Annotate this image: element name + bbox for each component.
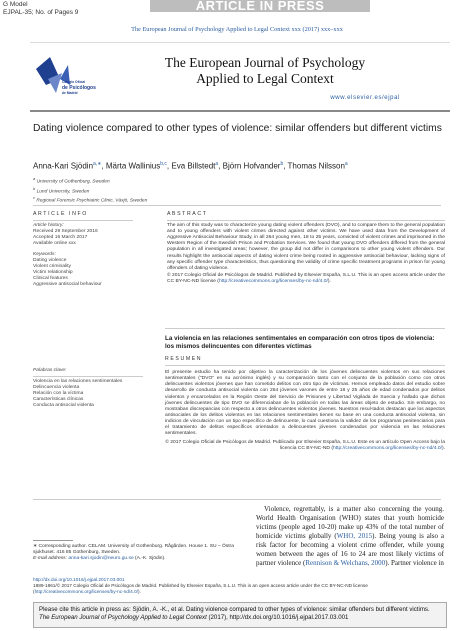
email-label: E-mail address: xyxy=(33,556,69,561)
corresponding-author-note: ∗ Corresponding author. CELAM. University of Gothenburg. Rågården. House 1. SU – Östra sjukhuset. 416 85 Gothenburg, Sweden. xyxy=(33,544,234,555)
gmodel-text: G Model xyxy=(3,1,28,8)
body-text: Violence, regrettably, is a matter also concerning the young. World Health Organisation (WHO) states that youth homicide victims (people aged 10-20) make up 43% of the total number of homicide victims globally ( xyxy=(256,505,444,540)
journal-title-line2: Applied to Legal Context xyxy=(196,71,334,86)
copyright-text: © 2017 Colegio Oficial de Psicólogos de Madrid. Publicado por Elsevier España, S.L.U. Este es un artículo Open Access bajo la licencia CC BY-NC-ND ( xyxy=(165,440,445,452)
license-link[interactable]: http://creativecommons.org/licenses/by-nc-nd/4.0/ xyxy=(218,278,328,284)
citation-suffix: (2017), xyxy=(206,614,230,621)
affiliation xyxy=(33,195,333,205)
received-date: Received 29 September 2016 xyxy=(33,229,98,234)
keywords xyxy=(33,252,133,288)
citation-box xyxy=(33,602,447,628)
journal-url-link[interactable]: www.elsevier.es/ejpal xyxy=(330,95,400,101)
keyword: Victim relationship xyxy=(33,270,73,275)
author-list: Anna-Kari Sjödin$^{a,∗}$, Märta Wallinius$^{b,c}$, Eva Billstedt$^a$, Björn Hofvander$^b$, Thomas Nilsson$^a$ xyxy=(33,161,348,171)
affiliation-sup: c xyxy=(33,195,35,201)
citation-journal: The European Journal of Psychology Applied to Legal Context xyxy=(39,614,207,621)
journal-header xyxy=(30,42,450,112)
citation-prefix: Please cite this article in press as: Sjödin, A. -K., et al. Dating violence compared to other types of violence: similar offenders but different victims. xyxy=(39,606,430,613)
affiliation-sup: a xyxy=(33,176,36,181)
keyword: Dating violence xyxy=(33,258,67,263)
abstract-heading: ABSTRACT xyxy=(167,211,445,221)
body-text: ). Being young is also a risk factor for becoming a violent crime offender, while young women between the ages of 16 to 24 are most likely victims of partner violence ( xyxy=(256,532,445,567)
keyword: Características clínicas xyxy=(33,397,84,402)
author-name: Eva Billstedt xyxy=(171,161,216,171)
keyword: Violencia en las relaciones sentimentales xyxy=(33,379,123,384)
author-name: Björn Hofvander xyxy=(222,161,281,171)
keyword: Clinical features xyxy=(33,276,68,281)
author-sup[interactable]: b xyxy=(280,161,284,167)
author-name: Thomas Nilsson xyxy=(287,161,345,171)
keyword: Delincuencia violenta xyxy=(33,385,80,390)
author-sup[interactable]: a xyxy=(344,161,348,167)
keyword: Relación con la víctima xyxy=(33,391,84,396)
issn-text: 1889-1861/© 2017 Colegio Oficial de Psicólogos de Madrid. Published by Elsevier España, S.L.U. This is an open access article under the CC BY-NC-ND license ( xyxy=(33,583,368,594)
affiliations xyxy=(33,176,333,205)
divider xyxy=(33,499,441,500)
keyword: Conducta antisocial violenta xyxy=(33,403,94,408)
citation-link[interactable]: Rennison & Welchans, 2000 xyxy=(305,559,386,567)
affiliation-sup: b xyxy=(33,185,36,191)
affiliation-text: Regional Forensic Psychiatric Clinic, Växjö, Sweden xyxy=(36,198,148,204)
issn-line xyxy=(33,583,443,595)
article-title: Dating violence compared to other types of violence: similar offenders but different victims xyxy=(33,123,442,134)
article-ref: EJPAL-35; No. of Pages 9 xyxy=(3,9,79,16)
svg-text:de Psicólogos: de Psicólogos xyxy=(62,85,96,91)
footnotes xyxy=(33,540,243,562)
affiliation-text: University of Gothenburg, Sweden xyxy=(36,179,110,185)
citation-link[interactable]: WHO, 2015 xyxy=(336,532,373,540)
article-info-heading: ARTICLE INFO xyxy=(33,211,133,221)
svg-text:Colegio Oficial: Colegio Oficial xyxy=(62,80,86,84)
abstract-text: The aim of this study was to characterize young dating violent offenders (DVO), and to compare them to the general population and to young offenders with violent crimes directed against other victims. We have used data from the Development of Aggressive Antisocial Behaviour Study, in all 264 young men, 18 to 25 years, convicted of violent crimes and imprisoned in the Western Region of the Swedish Prison and Probation Services. We found that young DVO offenders differed from the general population in all investigated areas; however, the group did not differ in comparisons to other young violent offenders. Our results highlight the antisocial aspects of dating violent crime being rooted in aggressive antisocial behaviour, lacking signs of any specific offender type characteristics, thus questioning the validity of crime specific treatment programs in prison for young offenders of dating violence. xyxy=(167,223,445,271)
keywords-label: Keywords: xyxy=(33,252,56,257)
affiliation xyxy=(33,176,333,186)
palabras-clave xyxy=(33,368,143,409)
resumen-heading: RESUMEN xyxy=(165,356,445,366)
body-paragraph xyxy=(256,505,444,568)
doi-link[interactable]: http://dx.doi.org/10.1016/j.ejpal.2017.03.001 xyxy=(33,577,125,582)
footnote-separator xyxy=(33,540,73,541)
society-logo-icon xyxy=(32,49,96,105)
article-info-column xyxy=(33,211,133,293)
spanish-title: La violencia en las relaciones sentimentales en comparación con otros tipos de violencia: los mismos delincuentes con diferentes víctimas xyxy=(165,335,435,350)
journal-title-line1: The European Journal of Psychology xyxy=(164,55,366,70)
email-note xyxy=(33,556,243,562)
abstract-copyright xyxy=(167,273,445,285)
keyword: Aggressive antisocial behaviour xyxy=(33,282,102,287)
resumen-text: El presente estudio ha tenido por objetivo la caracterización de los jóvenes delincuentes violentos en sus relaciones sentimentales ("DVO" en su acrónimo inglés) y su comparación tanto con el conjunto de la población como con otros delincuentes violentos jóvenes que han cometido delitos con otro tipo de víctimas. Hemos empleado datos del estudio sobre desarrollo de conducta antisocial violenta con 264 jóvenes varones de entre 18 y 25 años de edad condenados por delitos violentos y encarcelados en la Región Oeste del Servicio de Prisiones y Libertad Vigilada de Suecia y hallado que dichos jóvenes delincuentes de tipo DVO se diferenciaban de la población en todas las áreas objeto de estudio. Sin embargo, no mostraban discrepancias con respecto a otros delincuentes violentos jóvenes. Nuestros resul-tados destacan que los aspectos antisociales de los delitos violentos en las relaciones sentimentales tienen su base en una conducta antisocial violenta, sin indicios de vinculación con un tipo específico de delincuente, lo cual cuestiona la validez de los programas penitenciarios para el tratamiento de delitos específicos orientados a delincuentes jóvenes condenados por violencia en las relaciones sentimentales. xyxy=(165,370,445,437)
issn-block xyxy=(33,577,443,595)
email-link[interactable]: anna-kari.sjodin@neuro.gu.se xyxy=(68,556,134,561)
author-sup[interactable]: a,∗ xyxy=(93,161,102,167)
gmodel-label xyxy=(3,1,78,17)
license-link[interactable]: http://creativecommons.org/licenses/by-nc-nd/4.0/ xyxy=(333,446,442,452)
history-label: Article history: xyxy=(33,223,64,228)
article-in-press-banner: ARTICLE IN PRESS xyxy=(150,0,370,12)
author-sup[interactable]: b,c xyxy=(160,161,167,167)
journal-title xyxy=(145,55,385,87)
author-sup[interactable]: a xyxy=(215,161,219,167)
license-link[interactable]: http://creativecommons.org/licenses/by-nc-nd/4.0/ xyxy=(34,589,138,594)
author-name: Märta Wallinius xyxy=(105,161,161,171)
citation-doi-link[interactable]: http://dx.doi.org/10.1016/j.ejpal.2017.03.001 xyxy=(229,614,349,621)
affiliation-text: Lund University, Sweden xyxy=(36,189,90,195)
online-date: Available online xxx xyxy=(33,241,76,246)
issn-end: ). xyxy=(138,589,141,594)
article-history xyxy=(33,223,133,247)
journal-citation-line: The European Journal of Psychology Applied to Legal Context xxx (2017) xxx–xxx xyxy=(131,26,343,33)
abstract-section xyxy=(167,211,445,285)
top-banner xyxy=(0,0,474,24)
svg-text:de Madrid: de Madrid xyxy=(62,91,78,95)
author-name: Anna-Kari Sjödin xyxy=(33,161,94,171)
copyright-end: ). xyxy=(327,278,331,284)
palabras-clave-label: Palabras clave: xyxy=(33,368,143,377)
copyright-end: ). xyxy=(441,446,445,452)
divider xyxy=(33,205,441,206)
spanish-abstract-section xyxy=(165,328,445,496)
email-suffix: (A.-K. Sjödin). xyxy=(133,556,166,561)
copyright-text: © 2017 Colegio Oficial de Psicólogos de Madrid. Published by Elsevier España, S.L.U. This is an open access article under the CC BY-NC-ND license ( xyxy=(167,272,445,284)
body-text: ). Partner violence in xyxy=(385,559,444,567)
keyword: Violent criminality xyxy=(33,264,71,269)
accepted-date: Accepted 16 March 2017 xyxy=(33,235,88,240)
resumen-copyright xyxy=(165,440,445,452)
affiliation xyxy=(33,186,333,196)
